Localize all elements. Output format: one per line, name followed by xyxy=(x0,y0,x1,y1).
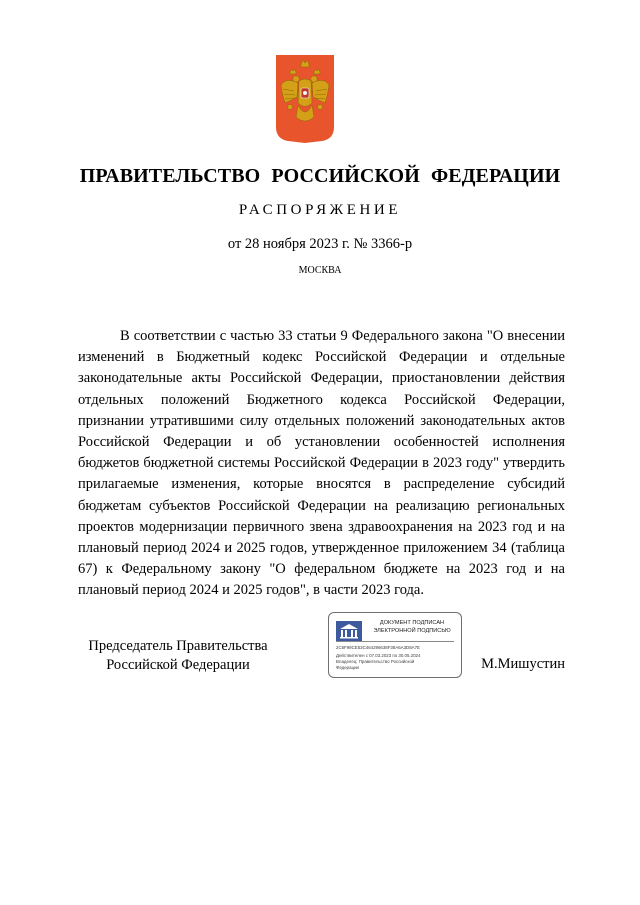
electronic-signature-stamp xyxy=(328,612,462,678)
signatory-position xyxy=(78,637,278,675)
stamp-title-line: ДОКУМЕНТ ПОДПИСАН xyxy=(379,620,445,626)
russian-coat-of-arms-icon xyxy=(276,55,334,143)
certificate-number: 2C6F99CE53C464296638F38A6A3D8A7E xyxy=(336,645,420,650)
signatory-position-line: Российской Федерации xyxy=(106,657,250,673)
certificate-owner: Владелец: Правительство Российской xyxy=(336,659,415,664)
stamp-title-line: ЭЛЕКТРОННОЙ ПОДПИСЬЮ xyxy=(373,627,451,634)
signatory-name: М.Мишустин xyxy=(481,656,565,672)
document-type: РАСПОРЯЖЕНИЕ xyxy=(238,202,402,218)
government-title: ПРАВИТЕЛЬСТВО РОССИЙСКОЙ ФЕДЕРАЦИИ xyxy=(79,165,561,187)
city: МОСКВА xyxy=(298,265,342,276)
stamp-divider xyxy=(336,641,454,642)
certificate-validity: Действителен с 07.03.2023 по 30.05.2024 xyxy=(336,653,421,658)
government-building-icon xyxy=(336,621,362,641)
signatory-position-line: Председатель Правительства xyxy=(88,638,268,654)
stamp-title xyxy=(365,620,459,635)
document-date-number: от 28 ноября 2023 г. № 3366-р xyxy=(227,236,413,252)
order-text: В соответствии с частью 33 статьи 9 Федерального закона "О внесении изменений в Бюджетный кодекс Российской Федерации и отдельные законодательные акты Российской Федерации, приостановлении действия отдельных положений Бюджетного кодекса Российской Федерации, признании утратившими силу отдельных положений законодательных актов Российской Федерации и об установлении особенностей исполнения бюджетов бюджетной системы Российской Федерации в 2023 году" утвердить прилагаемые изменения, которые вносятся в распределение субсидий бюджетам субъектов Российской Федерации на реализацию региональных проектов модернизации первичного звена здравоохранения на 2023 год и на плановый период 2024 и 2025 годов, утвержденное приложением 34 (таблица 67) к Федеральному закону "О федеральном бюджете на 2023 год и на плановый период 2024 и 2025 годов", в части 2023 года. xyxy=(78,328,565,599)
certificate-owner: Федерации xyxy=(336,665,359,670)
